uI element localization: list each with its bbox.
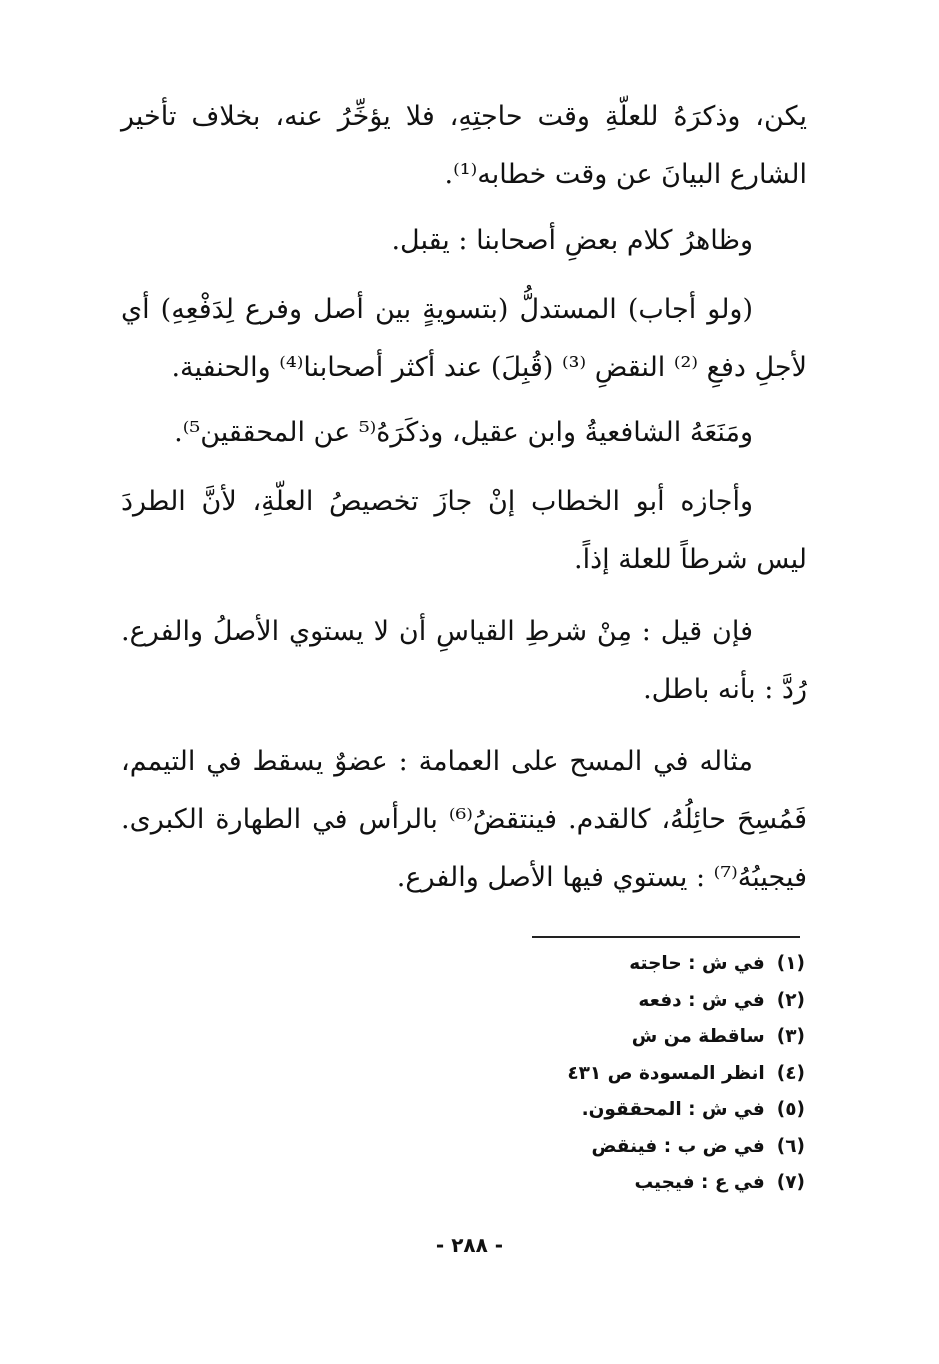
main-text-block-4	[121, 404, 807, 462]
page-number: - ٢٨٨ -	[435, 1233, 504, 1257]
footnote-2	[385, 983, 805, 1020]
paragraph-7: مثاله في المسح على العمامة : عضوٌ يسقط في التيمم، فَمُسِحَ حائِلُهُ، كالقدم. فينتقضُ⁽⁶⁾ بالرأس في الطهارة الكبرى. فيجيبُهُ⁽⁷⁾ : يستوي فيها الأصل والفرع.	[121, 746, 807, 893]
footnote-text: في ض ب : فينقض	[591, 1135, 765, 1157]
footnote-7	[385, 1165, 805, 1202]
footnote-number: (٣)	[776, 1026, 805, 1047]
paragraph-1: يكن، وذكرَهُ للعلّةِ وقت حاجتِهِ، فلا يؤخِّرُ عنه، بخلاف تأخير الشارع البيانَ عن وقت خطابه⁽¹⁾.	[121, 101, 807, 190]
paragraph-3: (ولو أجاب) المستدلُّ (بتسويةٍ بين أصل وفرع لِدَفْعِهِ) أي لأجلِ دفعِ ⁽²⁾ النقضِ ⁽³⁾ (قُبِلَ) عند أكثر أصحابنا⁽⁴⁾ والحنفية.	[121, 294, 807, 383]
footnote-text: انظر المسودة ص ٤٣١	[567, 1062, 765, 1084]
footnote-5	[385, 1092, 805, 1129]
main-text-block-2	[121, 212, 807, 270]
footnote-number: (٥)	[776, 1099, 805, 1120]
footnote-text: ساقطة من ش	[631, 1026, 765, 1047]
footnote-text: في ع : فيجيب	[634, 1172, 765, 1193]
footnote-1	[385, 946, 805, 983]
main-text-block-5	[121, 473, 807, 589]
footnote-separator	[532, 936, 800, 938]
footnote-text: في ش : دفعه	[638, 989, 765, 1011]
footnotes	[385, 946, 805, 1202]
footnote-6	[385, 1129, 805, 1166]
paragraph-5: وأجازه أبو الخطاب إنْ جازَ تخصيصُ العلّةِ، لأنَّ الطردَ ليس شرطاً للعلة إذاً.	[121, 486, 807, 575]
paragraph-4: ومَنَعَهُ الشافعيةُ وابن عقيل، وذكَرَهُ⁽⁵ عن المحققين⁵⁾.	[174, 417, 753, 448]
footnote-number: (٦)	[776, 1135, 805, 1157]
footnote-number: (٢)	[776, 989, 805, 1011]
paragraph-6: فإن قيل : مِنْ شرطِ القياسِ أن لا يستوي الأصلُ والفرع. رُدَّ : بأنه باطل.	[121, 616, 807, 705]
footnote-text: في ش : حاجته	[629, 953, 765, 974]
main-text-block-1	[121, 88, 807, 204]
footnote-number: (٧)	[776, 1172, 805, 1193]
footnote-4	[385, 1056, 805, 1093]
paragraph-2: وظاهرُ كلام بعضِ أصحابنا : يقبل.	[391, 225, 753, 256]
footnote-number: (٤)	[776, 1062, 805, 1084]
main-text-block-7	[121, 733, 807, 907]
footnote-text: في ش : المحققون.	[581, 1099, 765, 1120]
footnote-number: (١)	[776, 953, 805, 974]
main-text-block-6	[121, 603, 807, 719]
main-text-block-3	[121, 281, 807, 397]
footnote-3	[385, 1019, 805, 1056]
